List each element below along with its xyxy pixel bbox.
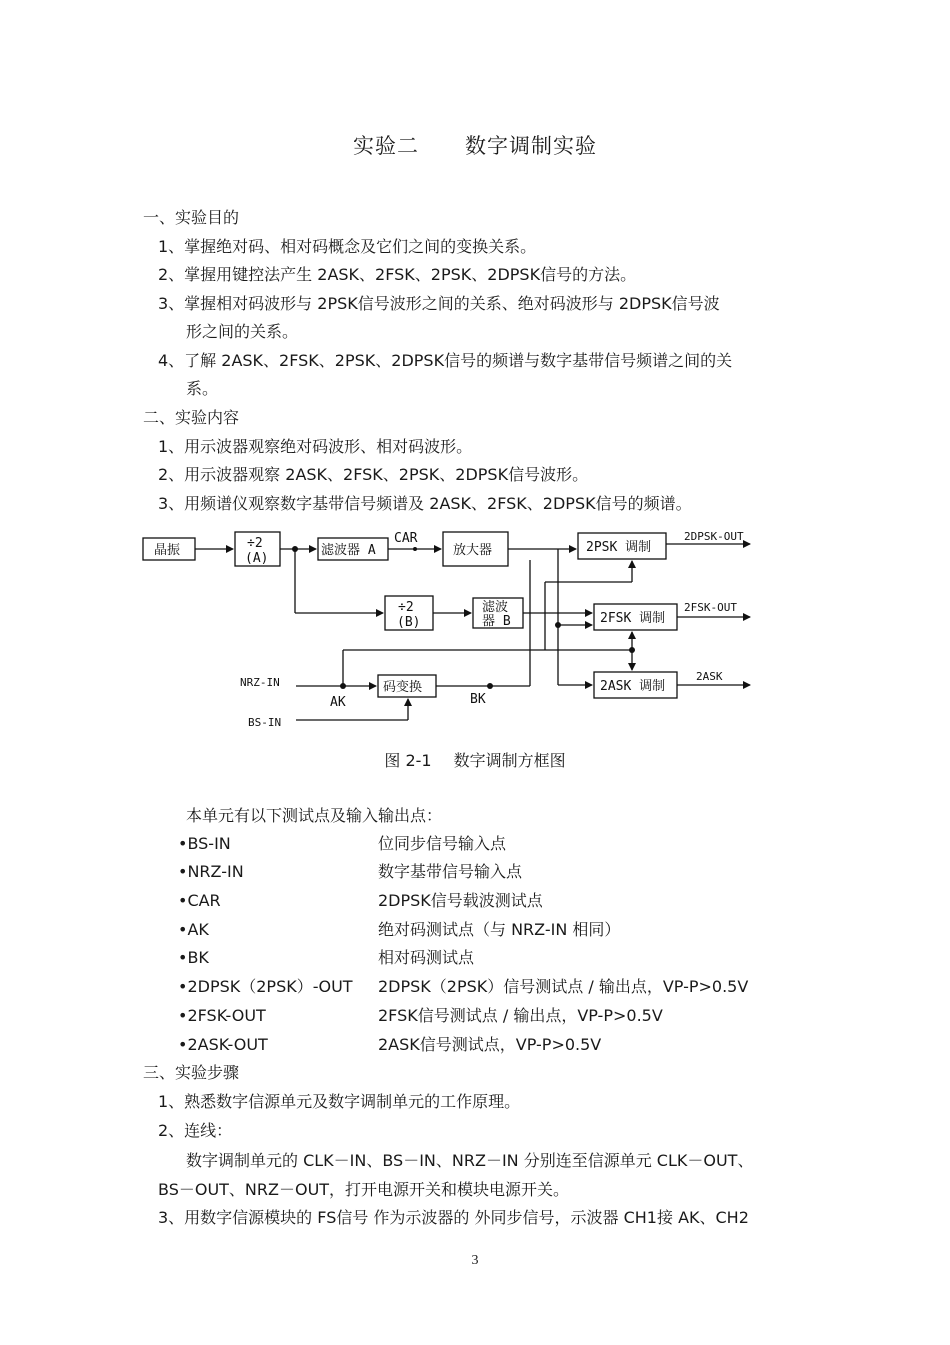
step-3: 3、用数字信源模块的 FS信号 作为示波器的 外同步信号，示波器 CH1接 AK、CH2 (158, 1208, 749, 1227)
testpoint-name: •AK (178, 920, 209, 939)
page-title (0, 130, 950, 160)
section-heading-steps: 三、实验步骤 (143, 1063, 240, 1082)
figure-caption (0, 748, 950, 771)
testpoint-name: •2ASK-OUT (178, 1035, 268, 1054)
testpoint-name: •BK (178, 948, 209, 967)
page-number: 3 (471, 1253, 479, 1268)
filter-b-label-1: 滤波 (482, 600, 509, 615)
divider-b-label-top: ÷2 (398, 600, 414, 615)
filter-a-label: 滤波器 A (321, 543, 376, 558)
amplifier-label: 放大器 (453, 543, 493, 558)
divider-a-label-top: ÷2 (247, 536, 263, 551)
filter-b-label-2: 器 B (482, 614, 511, 629)
testpoint-desc: 相对码测试点 (378, 948, 475, 967)
testpoint-desc: 数字基带信号输入点 (378, 862, 523, 881)
junction-dot (292, 546, 298, 552)
step-2: 2、连线： (158, 1121, 233, 1140)
testpoint-desc: 位同步信号输入点 (378, 834, 507, 853)
junction-dot (340, 683, 346, 689)
testpoint-name: •BS-IN (178, 834, 231, 853)
psk-modulator-label: 2PSK 调制 (586, 540, 652, 555)
bs-in-label: BS-IN (248, 716, 282, 729)
testpoint-name: •CAR (178, 891, 221, 910)
testpoint-desc: 2DPSK（2PSK）信号测试点 / 输出点，VP-P>0.5V (378, 977, 749, 996)
testpoint-desc: 绝对码测试点（与 NRZ-IN 相同） (378, 920, 621, 939)
content-2: 2、用示波器观察 2ASK、2FSK、2PSK、2DPSK信号波形。 (158, 465, 589, 484)
content-3: 3、用频谱仪观察数字基带信号频谱及 2ASK、2FSK、2DPSK信号的频谱。 (158, 494, 692, 513)
figure-number: 图 2-1 (384, 751, 432, 770)
objective-2: 2、掌握用键控法产生 2ASK、2FSK、2PSK、2DPSK信号的方法。 (158, 265, 637, 284)
step-2-detail: 数字调制单元的 CLK－IN、BS－IN、NRZ－IN 分别连至信源单元 CLK－OUT、 (186, 1151, 754, 1170)
testpoint-desc: 2DPSK信号载波测试点 (378, 891, 543, 910)
ask-modulator-label: 2ASK 调制 (600, 679, 666, 694)
fsk-modulator-label: 2FSK 调制 (600, 611, 666, 626)
title-part2: 数字调制实验 (465, 134, 597, 158)
junction-dot (487, 683, 493, 689)
figure-title: 数字调制方框图 (453, 751, 566, 770)
fsk-out-label: 2FSK-OUT (684, 601, 737, 614)
step-1: 1、熟悉数字信源单元及数字调制单元的工作原理。 (158, 1092, 521, 1111)
objective-4: 4、了解 2ASK、2FSK、2PSK、2DPSK信号的频谱与数字基带信号频谱之间的关 (158, 351, 733, 370)
divider-a-label-bot: (A) (245, 551, 269, 566)
ak-label: AK (330, 695, 346, 710)
testpoint-desc: 2ASK信号测试点，VP-P>0.5V (378, 1035, 602, 1054)
content-1: 1、用示波器观察绝对码波形、相对码波形。 (158, 437, 473, 456)
divider-b-label-bot: (B) (397, 615, 421, 630)
testpoint-name: •2DPSK（2PSK）-OUT (178, 977, 353, 996)
dpsk-out-label: 2DPSK-OUT (684, 530, 744, 543)
objective-3: 3、掌握相对码波形与 2PSK信号波形之间的关系、绝对码波形与 2DPSK信号波 (158, 294, 720, 313)
nrz-in-label: NRZ-IN (240, 676, 280, 689)
bk-label: BK (470, 692, 486, 707)
section-heading-contents: 二、实验内容 (143, 408, 240, 427)
crystal-label: 晶振 (154, 543, 181, 558)
junction-dot (629, 647, 635, 653)
step-2-detail-cont: BS－OUT、NRZ－OUT，打开电源开关和模块电源开关。 (158, 1180, 570, 1199)
section-heading-objectives: 一、实验目的 (143, 208, 240, 227)
objective-4-cont: 系。 (186, 379, 219, 398)
testpoint-name: •NRZ-IN (178, 862, 244, 881)
objective-3-cont: 形之间的关系。 (186, 322, 299, 341)
ask-out-label: 2ASK (696, 670, 723, 683)
testpoint-desc: 2FSK信号测试点 / 输出点，VP-P>0.5V (378, 1006, 663, 1025)
objective-1: 1、掌握绝对码、相对码概念及它们之间的变换关系。 (158, 237, 537, 256)
junction-dot (413, 547, 417, 551)
title-part1: 实验二 (353, 134, 419, 158)
testpoint-name: •2FSK-OUT (178, 1006, 266, 1025)
junction-dot (555, 622, 561, 628)
testpoints-intro: 本单元有以下测试点及输入输出点： (186, 806, 443, 825)
car-label: CAR (394, 531, 418, 546)
modulation-block-diagram (0, 520, 950, 740)
code-converter-label: 码变换 (383, 680, 423, 695)
